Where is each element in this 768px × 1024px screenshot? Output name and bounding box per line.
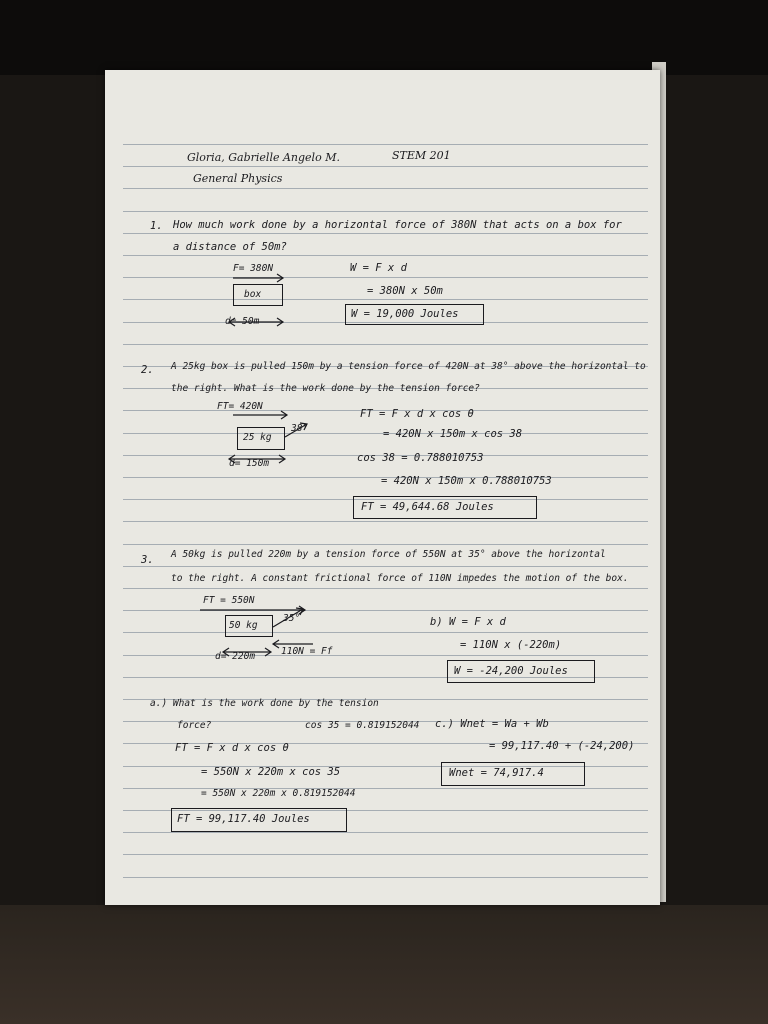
p3-c-substitution: = 99,117.40 + (-24,200) bbox=[489, 740, 635, 752]
ruled-line bbox=[123, 854, 648, 855]
ruled-line bbox=[123, 144, 648, 145]
p3-a-question-line2: force? bbox=[177, 720, 212, 731]
p3-b-equation: b) W = F x d bbox=[430, 616, 506, 628]
p3-a-substitution2: = 550N x 220m x 0.819152044 bbox=[201, 788, 356, 799]
ruled-line bbox=[123, 588, 648, 589]
p3-question-line2: to the right. A constant frictional force of 110N impedes the motion of the box. bbox=[171, 573, 629, 584]
p2-force-label: FT= 420N bbox=[217, 401, 263, 412]
p3-a-substitution: = 550N x 220m x cos 35 bbox=[201, 766, 341, 778]
p3-b-substitution: = 110N x (-220m) bbox=[460, 639, 562, 651]
p1-answer: W = 19,000 Joules bbox=[351, 308, 459, 320]
ruled-line bbox=[123, 877, 648, 878]
p3-a-cosine: cos 35 = 0.819152044 bbox=[305, 720, 420, 731]
p1-equation: W = F x d bbox=[350, 262, 407, 274]
p2-answer: FT = 49,644.68 Joules bbox=[361, 501, 494, 513]
p2-question-line1: A 25kg box is pulled 150m by a tension force of 420N at 38° above the horizontal to bbox=[171, 361, 646, 372]
p1-question-line2: a distance of 50m? bbox=[173, 241, 287, 253]
ruled-line bbox=[123, 344, 648, 345]
notebook-page bbox=[105, 70, 660, 905]
p2-distance-label: d= 150m bbox=[229, 458, 270, 469]
p3-question-line1: A 50kg is pulled 220m by a tension force of 550N at 35° above the horizontal bbox=[171, 549, 606, 560]
p2-substitution: = 420N x 150m x cos 38 bbox=[383, 428, 523, 440]
ruled-line bbox=[123, 521, 648, 522]
ruled-line bbox=[123, 233, 648, 234]
p2-box-label: 25 kg bbox=[243, 432, 272, 443]
p3-force-label: FT = 550N bbox=[203, 595, 255, 606]
p3-c-answer: Wnet = 74,917.4 bbox=[449, 767, 544, 779]
p1-distance-label: d= 50m bbox=[225, 316, 260, 327]
ruled-line bbox=[123, 166, 648, 167]
desk-background-bottom bbox=[0, 905, 768, 1024]
ruled-line bbox=[123, 255, 648, 256]
p1-box-label: box bbox=[244, 289, 262, 300]
ruled-line bbox=[123, 832, 648, 833]
section: STEM 201 bbox=[392, 149, 451, 162]
p2-cosine: cos 38 = 0.788010753 bbox=[357, 452, 484, 464]
p1-question-line1: How much work done by a horizontal force of 380N that acts on a box for bbox=[173, 219, 622, 231]
p3-friction-label: 110N = Ff bbox=[281, 646, 333, 657]
subject: General Physics bbox=[193, 172, 283, 185]
p3-number: 3. bbox=[141, 554, 154, 566]
ruled-line bbox=[123, 277, 648, 278]
p3-b-answer: W = -24,200 Joules bbox=[454, 665, 568, 677]
ruled-line bbox=[123, 211, 648, 212]
p3-box-label: 50 kg bbox=[229, 620, 258, 631]
ruled-line bbox=[123, 188, 648, 189]
p1-substitution: = 380N x 50m bbox=[367, 285, 443, 297]
ruled-line bbox=[123, 544, 648, 545]
p1-number: 1. bbox=[150, 220, 163, 232]
ruled-line bbox=[123, 632, 648, 633]
p3-a-equation: FT = F x d x cos θ bbox=[175, 742, 289, 754]
student-name: Gloria, Gabrielle Angelo M. bbox=[187, 151, 340, 164]
p1-force-label: F= 380N bbox=[233, 263, 274, 274]
p2-question-line2: the right. What is the work done by the tension force? bbox=[171, 383, 480, 394]
p2-substitution2: = 420N x 150m x 0.788010753 bbox=[381, 475, 552, 487]
ruled-line bbox=[123, 299, 648, 300]
p3-distance-label: d= 220m bbox=[215, 651, 256, 662]
p3-a-question-line1: a.) What is the work done by the tension bbox=[150, 698, 379, 709]
p2-equation: FT = F x d x cos θ bbox=[360, 408, 474, 420]
p3-a-answer: FT = 99,117.40 Joules bbox=[177, 813, 310, 825]
ruled-line bbox=[123, 566, 648, 567]
p2-angle-label: 38° bbox=[291, 423, 309, 434]
p3-c-equation: c.) Wnet = Wa + Wb bbox=[435, 718, 549, 730]
p2-number: 2. bbox=[141, 364, 154, 376]
ruled-line bbox=[123, 610, 648, 611]
p3-angle-label: 35° bbox=[283, 613, 301, 624]
ruled-line bbox=[123, 655, 648, 656]
